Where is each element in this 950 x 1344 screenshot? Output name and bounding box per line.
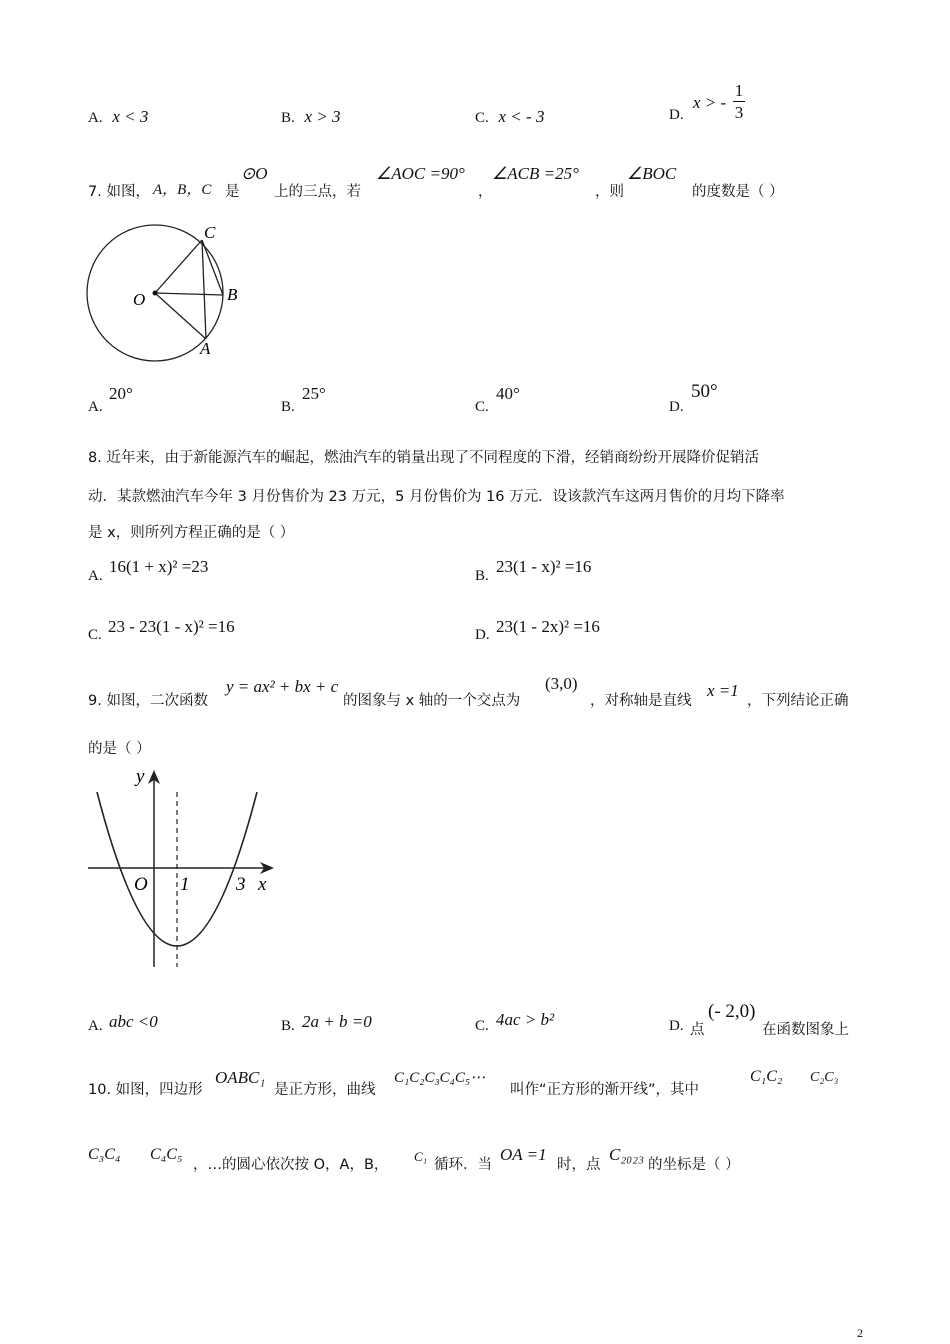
option-label: C.	[475, 110, 489, 126]
q10-oa: OA =1	[500, 1145, 547, 1164]
q10-arc-c2c3: C₂C₃	[810, 1070, 839, 1085]
option-math: x > 3	[304, 107, 341, 126]
q10-quad: OABC₁	[215, 1068, 266, 1087]
q9-axis-text: ，对称轴是直线	[590, 693, 692, 709]
q8-option-a-label: A.	[88, 568, 103, 584]
q7-angle-boc: ∠BOC	[627, 164, 677, 183]
q9-option-c-label: C.	[475, 1018, 489, 1034]
q7-number: 7. 如图，	[88, 184, 150, 200]
option-math: x < - 3	[498, 107, 545, 126]
label-y: y	[136, 766, 145, 787]
q7-circle-figure	[80, 218, 250, 363]
q8-option-d-value: 23(1 - 2x)² =16	[496, 617, 600, 636]
label-one: 1	[180, 874, 190, 895]
q8-option-b-label: B.	[475, 568, 489, 584]
q6-option-d-label: D.	[669, 107, 684, 123]
label-a: A	[200, 339, 211, 358]
label-x: x	[258, 874, 267, 895]
q7-option-b-value: 25°	[302, 384, 326, 403]
q9-option-a-value: abc <0	[109, 1012, 158, 1031]
segment-oa	[155, 293, 206, 339]
q9-option-d-label: D.	[669, 1018, 684, 1034]
q7-tail: 的度数是（ ）	[692, 184, 784, 200]
q7-is: 是	[225, 184, 240, 200]
q6-option-d-math	[693, 93, 726, 113]
q10-arc-c4c5: C₄C₅	[150, 1146, 183, 1163]
q7-option-b-label: B.	[281, 399, 295, 415]
q8-option-c-label: C.	[88, 627, 102, 643]
q10-arc-c1c2: C₁C₂	[750, 1068, 783, 1085]
option-math: x > -	[693, 93, 727, 112]
q7-option-c-label: C.	[475, 399, 489, 415]
q7-points: A，B，C	[153, 182, 212, 198]
q9-option-d-value: (- 2,0)	[708, 1001, 756, 1022]
label-b: B	[227, 285, 238, 304]
q10-number: 10. 如图，四边形	[88, 1082, 203, 1098]
q7-option-a-label: A.	[88, 399, 103, 415]
q6-option-c	[475, 107, 544, 127]
q7-angle-acb: ∠ACB =25°	[492, 164, 579, 183]
q8-line-3: 是 x，则所列方程正确的是（ ）	[88, 525, 295, 541]
label-o: O	[134, 874, 148, 895]
q8-option-b-value: 23(1 - x)² =16	[496, 557, 592, 576]
q7-option-c-value: 40°	[496, 384, 520, 403]
q10-c2023: C₂₀₂₃	[609, 1145, 644, 1164]
q7-then: ，则	[595, 184, 624, 200]
option-math: x < 3	[112, 107, 149, 126]
q7-angle-aoc: ∠AOC =90°	[376, 164, 465, 183]
q6-option-d-fraction	[733, 82, 745, 121]
q9-axis-eq: x =1	[707, 681, 739, 700]
q9-option-d-suffix: 在函数图象上	[762, 1022, 849, 1038]
segment-cb	[202, 240, 223, 295]
q10-curve: C₁C₂C₃C₄C₅⋯	[394, 1070, 486, 1086]
q7-circle-o: ⊙O	[241, 164, 268, 183]
center-dot	[153, 291, 158, 296]
q9-option-d-prefix: 点	[690, 1022, 705, 1038]
q9-point: (3,0)	[545, 674, 578, 693]
q10-c1: C₁	[414, 1149, 428, 1164]
q8-option-a-value: 16(1 + x)² =23	[109, 557, 209, 576]
q10-called: 叫作“正方形的渐开线”，其中	[510, 1082, 700, 1098]
q10-when-text: 时，点	[557, 1157, 601, 1173]
q9-option-b-label: B.	[281, 1018, 295, 1034]
label-three: 3	[236, 874, 246, 895]
q9-mid-text: 的图象与 x 轴的一个交点为	[343, 693, 521, 709]
q8-option-d-label: D.	[475, 627, 490, 643]
segment-oc	[155, 240, 202, 293]
q6-option-b	[281, 107, 341, 127]
q9-line-2: 的是（ ）	[88, 741, 151, 757]
q9-parabola-figure	[80, 762, 290, 972]
q10-tail: 的坐标是（ ）	[648, 1157, 740, 1173]
q9-option-b-value: 2a + b =0	[302, 1012, 372, 1031]
q10-is-square: 是正方形，曲线	[274, 1082, 376, 1098]
q6-option-a	[88, 107, 148, 127]
q9-tail: ，下列结论正确	[747, 693, 849, 709]
segment-ob	[155, 293, 223, 295]
segment-ca	[202, 240, 206, 339]
q9-option-c-value: 4ac > b²	[496, 1010, 555, 1029]
q8-line-1: 8. 近年来，由于新能源汽车的崛起，燃油汽车的销量出现了不同程度的下滑，经销商纷纷开展降价促销活	[88, 450, 759, 466]
q10-arc-c3c4: C₃C₄	[88, 1146, 121, 1163]
page-number: 2	[857, 1326, 863, 1340]
q9-function: y = ax² + bx + c	[226, 677, 339, 696]
label-o: O	[133, 290, 146, 309]
q7-on-text: 上的三点，若	[274, 184, 361, 200]
q9-number: 9. 如图，二次函数	[88, 693, 208, 709]
q7-option-a-value: 20°	[109, 384, 133, 403]
option-label: B.	[281, 110, 295, 126]
fraction-denominator: 3	[734, 103, 744, 122]
q10-line-2-mid: ，…的圆心依次按 O，A，B，	[193, 1157, 389, 1173]
q7-option-d-value: 50°	[691, 381, 718, 402]
q8-line-2: 动．某款燃油汽车今年 3 月份售价为 23 万元，5 月份售价为 16 万元．设该款汽车这两月售价的月均下降率	[88, 489, 785, 505]
q7-sep: ，	[478, 184, 493, 200]
label-c: C	[204, 223, 216, 242]
q9-option-a-label: A.	[88, 1018, 103, 1034]
fraction-numerator: 1	[734, 81, 744, 100]
q8-option-c-value: 23 - 23(1 - x)² =16	[108, 617, 235, 636]
q7-option-d-label: D.	[669, 399, 684, 415]
q10-cycle-text: 循环．当	[434, 1157, 492, 1173]
option-label: A.	[88, 110, 103, 126]
